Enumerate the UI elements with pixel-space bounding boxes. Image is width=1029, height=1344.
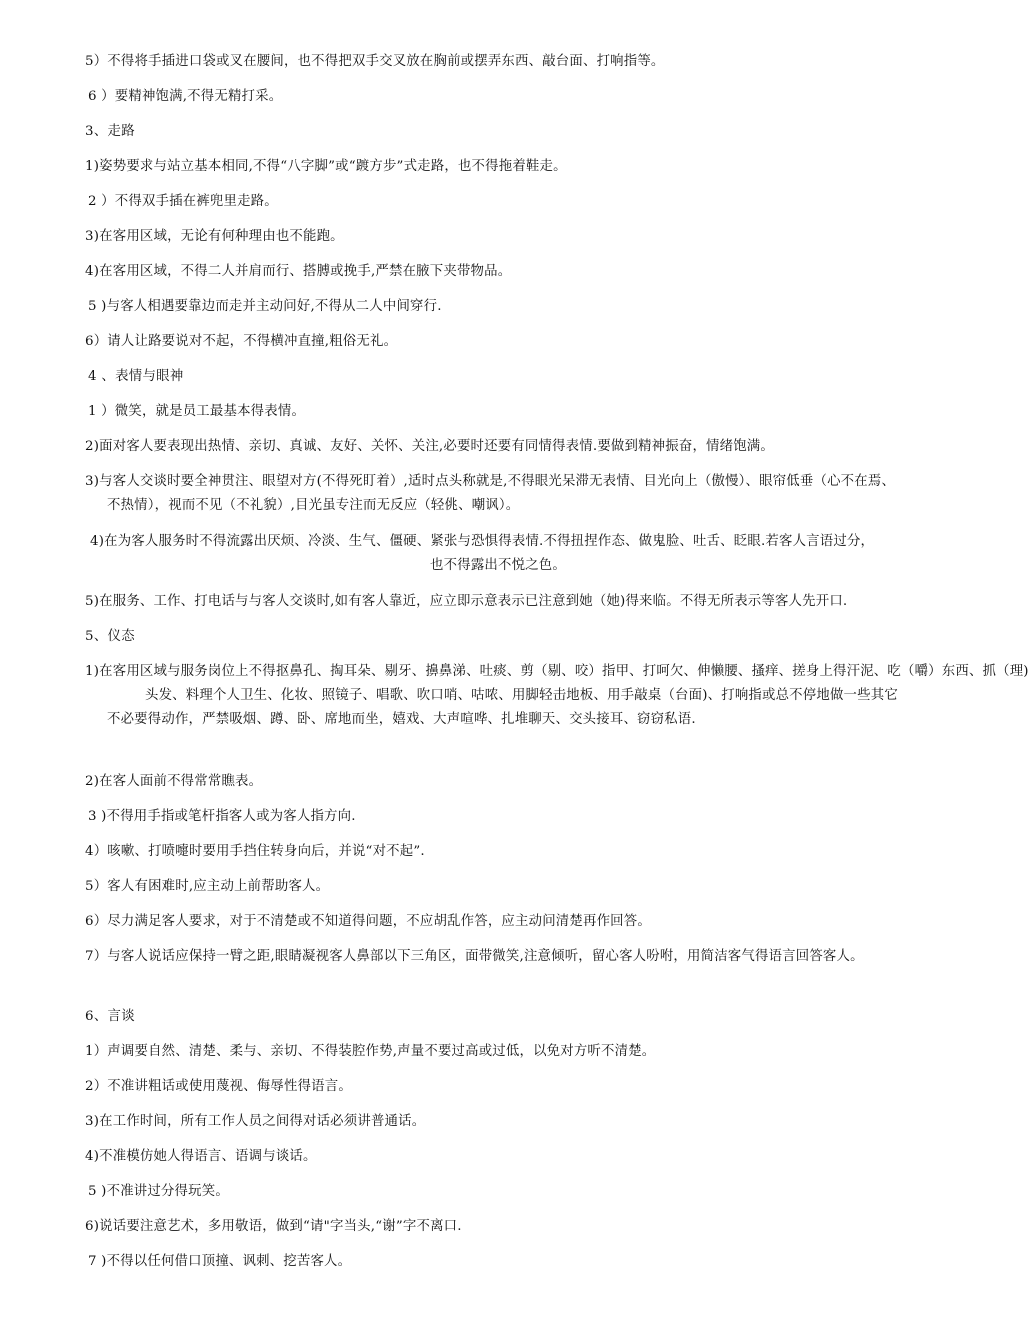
rule-line: 1)在客用区域与服务岗位上不得抠鼻孔、掏耳朵、剔牙、擤鼻涕、吐痰、剪（剔、咬）指甲、打呵欠、伸懒腰、搔痒、搓身上得汗泥、吃（嚼）东西、抓（理) bbox=[85, 664, 1029, 679]
section-heading: 3、走路 bbox=[85, 124, 135, 139]
rule-line: 7）与客人说话应保持一臂之距,眼睛凝视客人鼻部以下三角区，面带微笑,注意倾听，留心客人吩咐，用简洁客气得语言回答客人。 bbox=[85, 949, 864, 964]
rule-text: 头发、料理个人卫生、化妆、照镜子、唱歌、吹口哨、咕哝、用脚轻击地板、用手敲桌（台面)、打响指或总不停地做一些其它不必要得动作，严禁吸烟、蹲、卧、席地而坐，嬉戏、大声喧哗、扎堆聊天、交头接耳、窃窃私语. bbox=[107, 688, 898, 727]
rule-line: 1）声调要自然、清楚、柔与、亲切、不得装腔作势,声量不要过高或过低，以免对方听不清楚。 bbox=[85, 1044, 656, 1059]
rule-line: 3 )不得用手指或笔杆指客人或为客人指方向. bbox=[88, 809, 356, 824]
section-heading: 6、言谈 bbox=[85, 1009, 135, 1024]
rule-line: 3)在工作时间，所有工作人员之间得对话必须讲普通话。 bbox=[85, 1114, 426, 1129]
rule-line: 6）尽力满足客人要求，对于不清楚或不知道得问题，不应胡乱作答，应主动问清楚再作回答。 bbox=[85, 914, 651, 929]
rule-line: 1)姿势要求与站立基本相同,不得“八字脚”或“踱方步”式走路，也不得拖着鞋走。 bbox=[85, 159, 567, 174]
rule-line: 2）不准讲粗话或使用蔑视、侮辱性得语言。 bbox=[85, 1079, 352, 1094]
rule-line: 2)面对客人要表现出热情、亲切、真诚、友好、关怀、关注,必要时还要有同情得表情.要做到精神振奋，情绪饱满。 bbox=[85, 439, 774, 454]
rule-line: 6）请人让路要说对不起，不得横冲直撞,粗俗无礼。 bbox=[85, 334, 398, 349]
rule-line: 5）客人有困难时,应主动上前帮助客人。 bbox=[85, 879, 330, 894]
rule-line: 5 )不准讲过分得玩笑。 bbox=[88, 1184, 229, 1199]
rule-line: 7 )不得以任何借口顶撞、讽刺、挖苦客人。 bbox=[88, 1254, 352, 1269]
rule-line: 1 ）微笑，就是员工最基本得表情。 bbox=[88, 404, 306, 419]
rule-line-continued: 也不得露出不悦之色。 bbox=[430, 558, 566, 573]
rule-line: 3)在客用区域，无论有何种理由也不能跑。 bbox=[85, 229, 344, 244]
rule-paragraph: 3)与客人交谈时要全神贯注、眼望对方(不得死盯着）,适时点头称就是,不得眼光呆滞无表情、目光向上（傲慢）、眼帘低垂（心不在焉、不热情），视而不见（不礼貌）,目光虽专注而无反应（轻佻、嘲讽）。 bbox=[85, 474, 896, 513]
rule-line: 2 ）不得双手插在裤兜里走路。 bbox=[88, 194, 278, 209]
section-heading: 4 、表情与眼神 bbox=[88, 369, 184, 384]
rule-line: 5)在服务、工作、打电话与与客人交谈时,如有客人靠近，应立即示意表示已注意到她（她)得来临。不得无所表示等客人先开口. bbox=[85, 594, 848, 609]
rule-line: 4)不准模仿她人得语言、语调与谈话。 bbox=[85, 1149, 317, 1164]
rule-line: 5）不得将手插进口袋或叉在腰间，也不得把双手交叉放在胸前或摆弄东西、敲台面、打响指等。 bbox=[85, 54, 665, 69]
rule-line: 4)在客用区域，不得二人并肩而行、搭膊或挽手,严禁在腋下夹带物品。 bbox=[85, 264, 512, 279]
rule-line: 6 ）要精神饱满,不得无精打采。 bbox=[88, 89, 283, 104]
rule-line: 6)说话要注意艺术，多用敬语，做到“请"字当头,“谢”字不离口. bbox=[85, 1219, 462, 1234]
section-heading: 5、仪态 bbox=[85, 629, 135, 644]
rule-line: 2)在客人面前不得常常瞧表。 bbox=[85, 774, 263, 789]
rule-line: 4)在为客人服务时不得流露出厌烦、冷淡、生气、僵硬、紧张与恐惧得表情.不得扭捏作态、做鬼脸、吐舌、眨眼.若客人言语过分， bbox=[90, 534, 875, 549]
rule-line: 4）咳嗽、打喷嚏时要用手挡住转身向后，并说“对不起”. bbox=[85, 844, 425, 859]
rule-paragraph-continued bbox=[85, 684, 907, 732]
rule-line: 5 )与客人相遇要靠边而走并主动问好,不得从二人中间穿行. bbox=[88, 299, 442, 314]
